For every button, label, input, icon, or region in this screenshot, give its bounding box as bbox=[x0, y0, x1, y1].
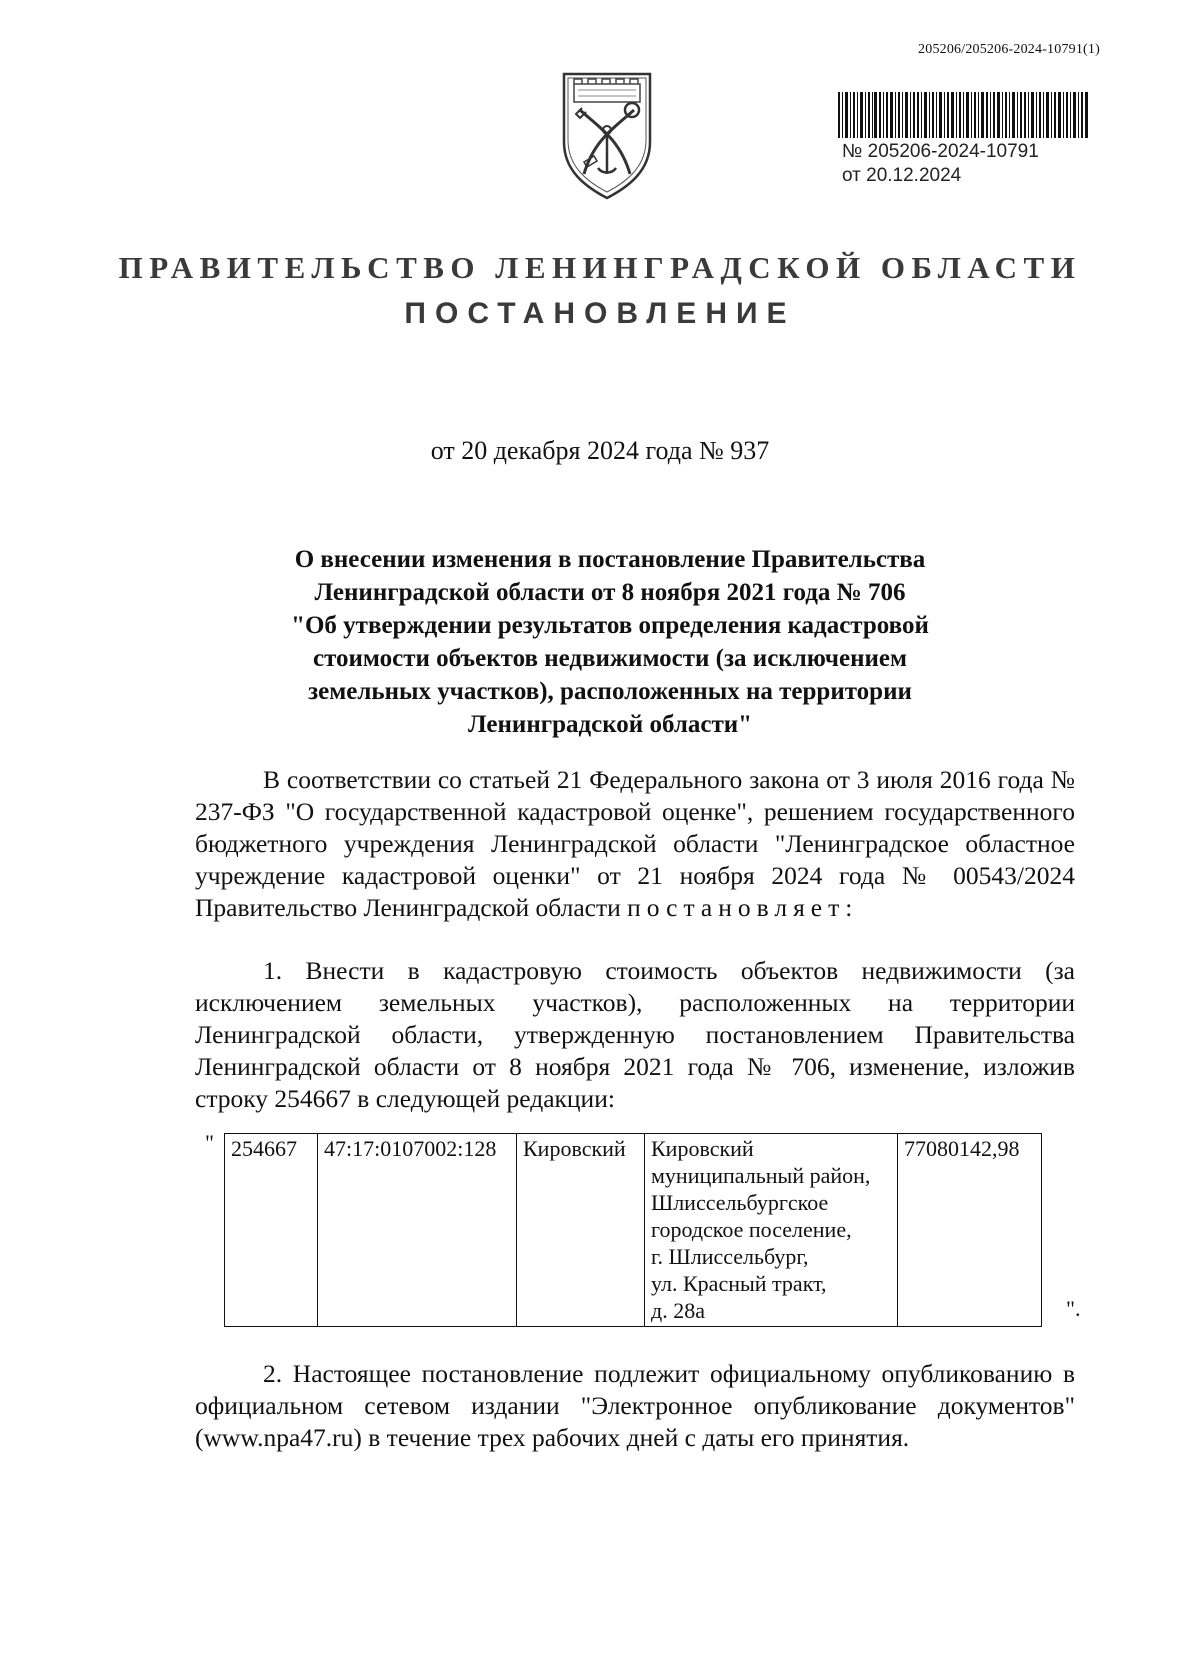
address-cell bbox=[645, 1134, 898, 1327]
address-line: д. 28а bbox=[651, 1298, 705, 1323]
subject-line: "Об утверждении результатов определения кадастровой bbox=[291, 612, 929, 639]
resolves-word: постановляет: bbox=[627, 893, 859, 922]
row-number-cell: 254667 bbox=[225, 1134, 318, 1327]
leningrad-oblast-coat-of-arms-icon bbox=[560, 70, 654, 202]
address-line: ул. Красный тракт, bbox=[651, 1271, 827, 1296]
barcode-icon bbox=[838, 92, 1088, 138]
preamble-paragraph bbox=[195, 764, 1075, 924]
address-line: городское поселение, bbox=[651, 1217, 852, 1242]
table-row bbox=[225, 1134, 1077, 1327]
decree-date-number: от 20 декабря 2024 года № 937 bbox=[430, 436, 770, 465]
document-type-title: ПОСТАНОВЛЕНИЕ bbox=[404, 297, 796, 330]
subject-line: О внесении изменения в постановление Правительства bbox=[294, 546, 926, 573]
district-cell: Кировский bbox=[517, 1134, 645, 1327]
address-line: Кировский bbox=[651, 1136, 754, 1161]
address-line: муниципальный район, bbox=[651, 1163, 871, 1188]
subject-line: Ленинградской области от 8 ноября 2021 года № 706 bbox=[314, 579, 906, 606]
address-line: г. Шлиссельбург, bbox=[651, 1244, 809, 1269]
cadastral-number-cell: 47:17:0107002:128 bbox=[318, 1134, 517, 1327]
subject-line: стоимости объектов недвижимости (за исключением bbox=[312, 645, 908, 672]
registration-date: от 20.12.2024 bbox=[842, 165, 962, 186]
clause-1-paragraph bbox=[195, 955, 1075, 1115]
clause-2-paragraph bbox=[195, 1358, 1075, 1454]
clause-1-text: 1. Внести в кадастровую стоимость объектов недвижимости (за исключением земельных участков), расположенных на территории Ленинградской области, утвержденную постановлением Правительства Ленинградской области от 8 ноября 2021 года № 706, изменение, изложив строку 254667 в следующей редакции: bbox=[195, 956, 1075, 1113]
address-line: Шлиссельбургское bbox=[651, 1190, 829, 1215]
clause-2-text: 2. Настоящее постановление подлежит официальному опубликованию в официальном сетевом издании "Электронное опубликование документов" (www.npa47.ru) в течение трех рабочих дней с даты его принятия. bbox=[195, 1359, 1075, 1452]
decree-subject bbox=[260, 543, 960, 741]
table-close-quote: ". bbox=[1066, 1296, 1081, 1321]
table-open-quote: " bbox=[205, 1130, 214, 1155]
subject-line: земельных участков), расположенных на территории bbox=[308, 678, 912, 705]
cadastral-record-table bbox=[224, 1133, 1076, 1327]
document-reference-id: 205206/205206-2024-10791(1) bbox=[918, 42, 1100, 57]
preamble-text: В соответствии со статьей 21 Федерального закона от 3 июля 2016 года № 237-ФЗ "О государственной кадастровой оценке", решением государственного бюджетного учреждения Ленинградской области "Ленинградское областное учреждение кадастровой оценки" от 21 ноября 2024 года № 00543/2024 Правительство Ленинградской области bbox=[195, 765, 1075, 922]
cadastral-value-cell: 77080142,98 bbox=[898, 1134, 1042, 1327]
registration-stamp bbox=[842, 140, 1039, 188]
government-title: ПРАВИТЕЛЬСТВО ЛЕНИНГРАДСКОЙ ОБЛАСТИ bbox=[118, 250, 1082, 285]
registration-number: № 205206-2024-10791 bbox=[842, 141, 1039, 162]
subject-line: Ленинградской области" bbox=[467, 711, 753, 738]
